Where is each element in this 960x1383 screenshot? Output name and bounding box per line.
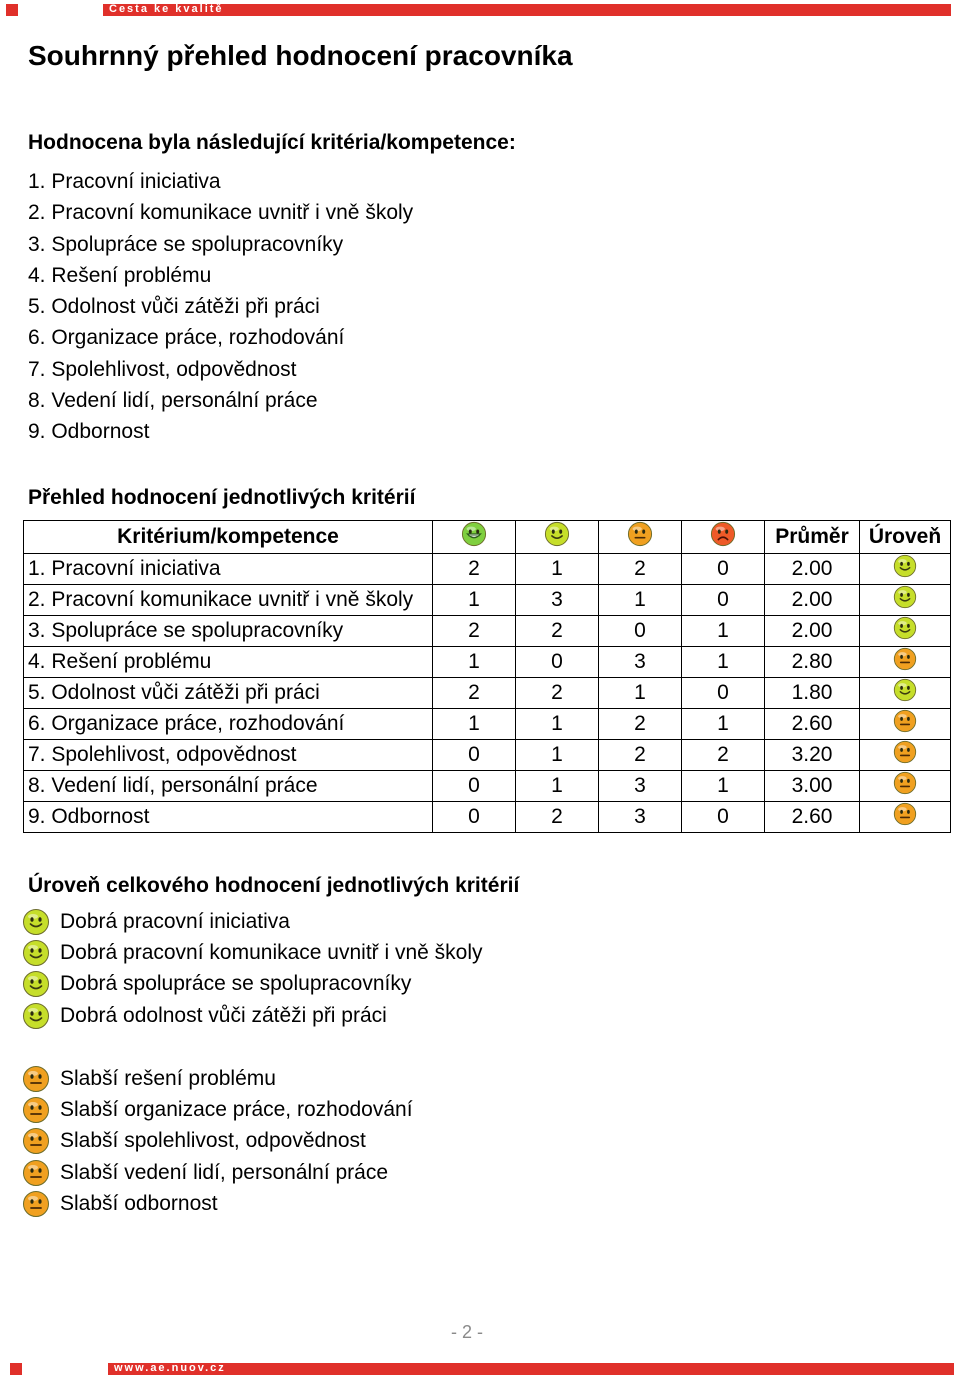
table-row [24, 554, 951, 585]
header-grin-icon [433, 521, 516, 554]
row-count: 1 [433, 647, 516, 678]
row-level-neutral-icon [860, 771, 951, 802]
level-item-text: Dobrá pracovní komunikace uvnitř i vně školy [60, 940, 483, 964]
row-count: 0 [433, 740, 516, 771]
evaluation-table [23, 520, 951, 833]
row-level-smile-icon [860, 585, 951, 616]
row-count: 0 [682, 554, 765, 585]
table-row [24, 647, 951, 678]
banner-square [6, 4, 18, 16]
banner-band [103, 4, 951, 16]
row-average: 3.20 [765, 740, 860, 771]
row-average: 1.80 [765, 678, 860, 709]
row-average: 2.60 [765, 709, 860, 740]
row-count: 1 [516, 740, 599, 771]
table-body [24, 554, 951, 833]
banner-url: www.ae.nuov.cz [114, 1362, 226, 1374]
weak-levels-list [22, 1063, 413, 1219]
neutral-face-icon [22, 1065, 50, 1093]
row-criterion: 2. Pracovní komunikace uvnitř i vně školy [24, 585, 433, 616]
smile-face-icon [22, 939, 50, 967]
row-count: 3 [599, 647, 682, 678]
level-item-text: Slabší organizace práce, rozhodování [60, 1097, 413, 1121]
top-banner [0, 4, 960, 18]
row-level-neutral-icon [860, 647, 951, 678]
row-count: 0 [433, 771, 516, 802]
row-count: 2 [599, 554, 682, 585]
smile-face-icon [22, 1002, 50, 1030]
criteria-list-item: 5. Odolnost vůči zátěži při práci [28, 295, 320, 319]
row-count: 1 [516, 554, 599, 585]
row-level-neutral-icon [860, 709, 951, 740]
row-level-neutral-icon [860, 740, 951, 771]
table-row [24, 771, 951, 802]
overview-heading: Přehled hodnocení jednotlivých kritérií [28, 486, 416, 509]
row-count: 2 [516, 616, 599, 647]
good-levels-list [22, 906, 483, 1031]
header-sad-icon [682, 521, 765, 554]
criteria-list-item: 4. Rešení problému [28, 263, 212, 287]
header-average: Průměr [765, 521, 860, 554]
level-item-text: Slabší odbornost [60, 1191, 218, 1215]
level-item [22, 1063, 413, 1094]
row-count: 2 [599, 740, 682, 771]
row-count: 1 [599, 678, 682, 709]
row-criterion: 7. Spolehlivost, odpovědnost [24, 740, 433, 771]
neutral-face-icon [22, 1096, 50, 1124]
criteria-list-item: 1. Pracovní iniciativa [28, 170, 221, 193]
neutral-face-icon [22, 1127, 50, 1155]
row-average: 2.00 [765, 554, 860, 585]
level-item [22, 1188, 413, 1219]
level-item [22, 1126, 413, 1157]
table-row [24, 585, 951, 616]
criteria-list-item: 6. Organizace práce, rozhodování [28, 326, 345, 350]
row-count: 1 [599, 585, 682, 616]
row-count: 0 [516, 647, 599, 678]
row-criterion: 5. Odolnost vůči zátěži při práci [24, 678, 433, 709]
row-count: 1 [516, 709, 599, 740]
criteria-list-item: 7. Spolehlivost, odpovědnost [28, 357, 297, 381]
row-average: 2.80 [765, 647, 860, 678]
row-count: 0 [682, 678, 765, 709]
criteria-list-item: 9. Odbornost [28, 420, 150, 444]
row-count: 2 [599, 709, 682, 740]
table-row [24, 802, 951, 833]
level-item-text: Dobrá odolnost vůči zátěži při práci [60, 1003, 387, 1027]
bottom-banner [0, 1362, 960, 1378]
header-level: Úroveň [860, 521, 951, 554]
level-item-text: Dobrá pracovní iniciativa [60, 909, 290, 933]
banner-square [10, 1363, 22, 1375]
levels-heading: Úroveň celkového hodnocení jednotlivých kritérií [28, 874, 520, 897]
criteria-list-item: 3. Spolupráce se spolupracovníky [28, 232, 344, 256]
row-count: 2 [516, 802, 599, 833]
row-count: 3 [599, 771, 682, 802]
table-row [24, 616, 951, 647]
row-count: 1 [682, 771, 765, 802]
row-count: 0 [682, 802, 765, 833]
row-level-smile-icon [860, 616, 951, 647]
table-header-row [24, 521, 951, 554]
row-count: 0 [433, 802, 516, 833]
row-count: 2 [433, 678, 516, 709]
banner-band [108, 1363, 954, 1375]
row-criterion: 1. Pracovní iniciativa [24, 554, 433, 585]
row-level-smile-icon [860, 554, 951, 585]
header-neutral-icon [599, 521, 682, 554]
row-count: 1 [433, 585, 516, 616]
neutral-face-icon [22, 1159, 50, 1187]
row-average: 2.60 [765, 802, 860, 833]
row-count: 1 [433, 709, 516, 740]
row-level-neutral-icon [860, 802, 951, 833]
smile-face-icon [22, 970, 50, 998]
row-count: 2 [682, 740, 765, 771]
row-level-smile-icon [860, 678, 951, 709]
table-row [24, 709, 951, 740]
criteria-list-item: 8. Vedení lidí, personální práce [28, 389, 318, 413]
row-average: 2.00 [765, 616, 860, 647]
page-number: - 2 - [450, 1322, 483, 1342]
row-count: 1 [682, 647, 765, 678]
table-row [24, 678, 951, 709]
row-count: 1 [682, 616, 765, 647]
level-item [22, 1157, 413, 1188]
smile-face-icon [22, 908, 50, 936]
level-item-text: Dobrá spolupráce se spolupracovníky [60, 972, 412, 996]
level-item [22, 937, 483, 968]
level-item [22, 906, 483, 937]
row-count: 0 [682, 585, 765, 616]
row-count: 3 [599, 802, 682, 833]
row-count: 1 [516, 771, 599, 802]
row-criterion: 4. Rešení problému [24, 647, 433, 678]
page-title: Souhrnný přehled hodnocení pracovníka [28, 40, 573, 71]
header-smile-icon [516, 521, 599, 554]
row-criterion: 3. Spolupráce se spolupracovníky [24, 616, 433, 647]
row-count: 0 [599, 616, 682, 647]
row-average: 3.00 [765, 771, 860, 802]
header-criterion: Kritérium/kompetence [24, 521, 433, 554]
level-item [22, 969, 483, 1000]
row-criterion: 9. Odbornost [24, 802, 433, 833]
level-item-text: Slabší rešení problému [60, 1066, 276, 1090]
row-count: 2 [433, 616, 516, 647]
row-count: 2 [433, 554, 516, 585]
row-criterion: 8. Vedení lidí, personální práce [24, 771, 433, 802]
row-count: 1 [682, 709, 765, 740]
criteria-list [28, 166, 413, 448]
level-item-text: Slabší vedení lidí, personální práce [60, 1160, 389, 1184]
row-count: 3 [516, 585, 599, 616]
criteria-list-item: 2. Pracovní komunikace uvnitř i vně školy [28, 201, 414, 225]
row-average: 2.00 [765, 585, 860, 616]
row-criterion: 6. Organizace práce, rozhodování [24, 709, 433, 740]
criteria-heading: Hodnocena byla následující kritéria/kompetence: [28, 131, 516, 154]
row-count: 2 [516, 678, 599, 709]
level-item [22, 1094, 413, 1125]
level-item-text: Slabší spolehlivost, odpovědnost [60, 1129, 366, 1153]
neutral-face-icon [22, 1190, 50, 1218]
table-row [24, 740, 951, 771]
banner-text: Cesta ke kvalitě [109, 3, 224, 15]
level-item [22, 1000, 483, 1031]
